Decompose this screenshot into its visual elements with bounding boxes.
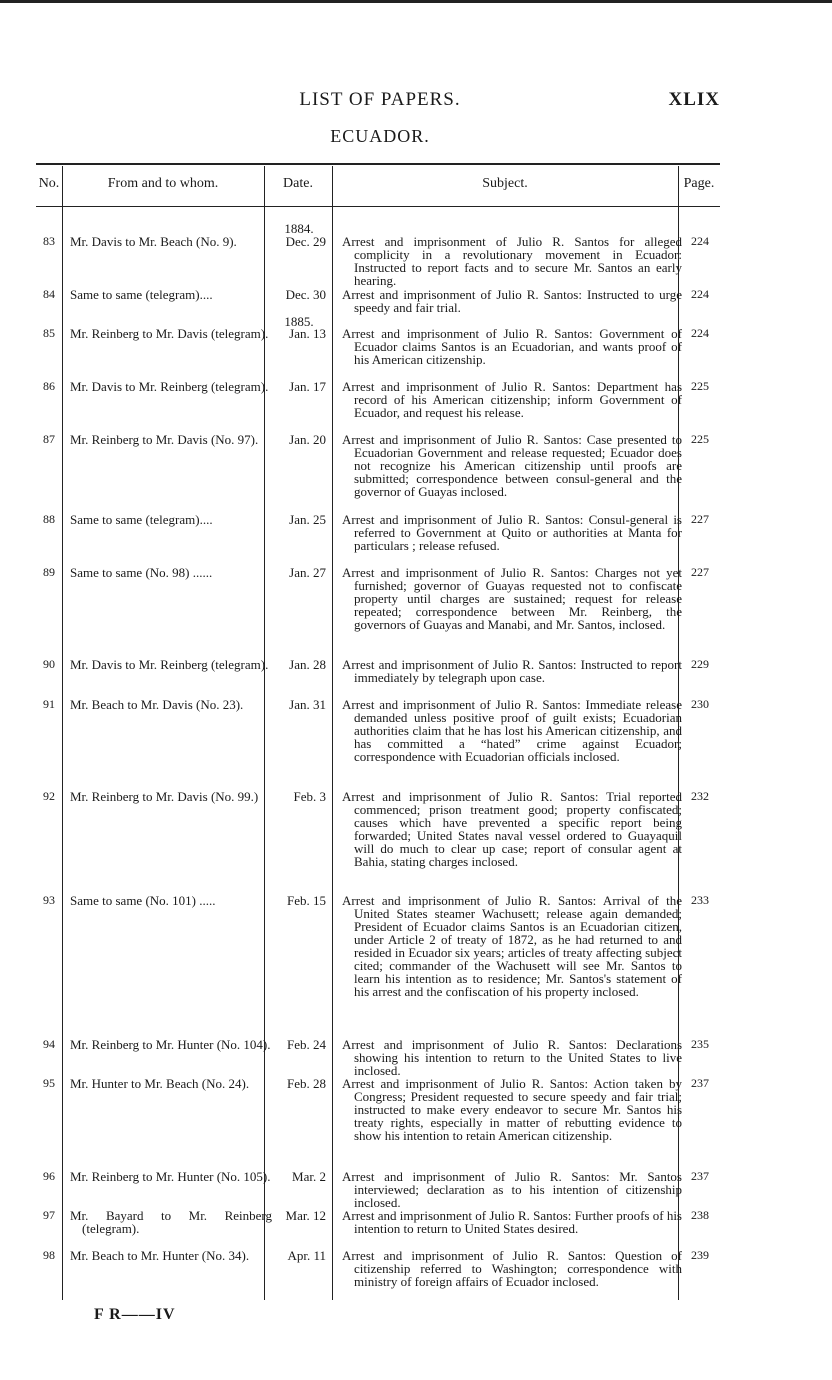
section-title: ECUADOR.	[330, 126, 430, 146]
row-page: 225	[691, 432, 709, 446]
row-subject: Arrest and imprisonment of Julio R. Santos: Case presented to Ecuadorian Government and release requested; Ecuador does not recognize his American citizenship until proofs are submitted; correspondence between consul-general and the governor of Guayas inclosed.	[342, 432, 682, 499]
row-page: 230	[691, 697, 709, 711]
row-page: 229	[691, 657, 709, 671]
row-subject: Arrest and imprisonment of Julio R. Santos: Trial reported commenced; prison treatment good; property confiscated; causes which have prevented a specific report being forwarded; United States naval vessel ordered to Guayaquil will do much to clear up case; report of consular agent at Bahia, stating charges inclosed.	[342, 789, 682, 869]
row-subject: Arrest and imprisonment of Julio R. Santos: Charges not yet furnished; governor of Guayas requested not to confiscate property until charges are sustained; request for release repeated; correspondence between Mr. Reinberg, the governors of Guayas and Manabi, and Mr. Santos, inclosed.	[342, 565, 682, 632]
row-date: Mar. 2	[292, 1169, 326, 1184]
year-label: 1884.	[284, 221, 314, 236]
row-date: Apr. 11	[287, 1248, 326, 1263]
row-from: Mr. Reinberg to Mr. Hunter (No. 104).	[70, 1037, 271, 1052]
row-page: 232	[691, 789, 709, 803]
column-divider	[332, 166, 333, 1300]
row-from: Mr. Beach to Mr. Davis (No. 23).	[70, 697, 244, 712]
row-number: 92	[43, 789, 55, 803]
page-number: XLIX	[668, 89, 720, 110]
row-from: Same to same (telegram)....	[70, 512, 213, 527]
row-date: Dec. 29	[285, 234, 326, 249]
row-from: Same to same (telegram)....	[70, 287, 213, 302]
row-date: Jan. 28	[289, 657, 326, 672]
row-page: 224	[691, 326, 709, 340]
row-number: 96	[43, 1169, 55, 1183]
row-from: Mr. Reinberg to Mr. Davis (No. 99.)	[70, 789, 259, 804]
column-header-page: Page.	[683, 176, 715, 191]
row-from: Same to same (No. 101) .....	[70, 893, 216, 908]
row-date: Feb. 15	[287, 893, 326, 908]
row-subject: Arrest and imprisonment of Julio R. Santos: Government of Ecuador claims Santos is an Ecuadorian, and wants proof of his American citizenship.	[342, 326, 682, 367]
column-header-no: No.	[38, 176, 60, 191]
row-number: 94	[43, 1037, 55, 1051]
row-from: Mr. Davis to Mr. Reinberg (telegram).	[70, 379, 269, 394]
row-date: Jan. 13	[289, 326, 326, 341]
column-header-date: Date.	[283, 176, 313, 191]
row-number: 86	[43, 379, 55, 393]
row-number: 87	[43, 432, 55, 446]
row-from: Mr. Reinberg to Mr. Hunter (No. 105).	[70, 1169, 271, 1184]
row-subject: Arrest and imprisonment of Julio R. Santos: Department has record of his American citizenship; inform Government of Ecuador, and request his release.	[342, 379, 682, 420]
row-subject: Arrest and imprisonment of Julio R. Santos: Further proofs of his intention to return to United States desired.	[342, 1208, 682, 1236]
row-subject: Arrest and imprisonment of Julio R. Santos: Declarations showing his intention to return to the United States to live inclosed.	[342, 1037, 682, 1078]
row-date: Feb. 3	[293, 789, 326, 804]
row-page: 225	[691, 379, 709, 393]
row-subject: Arrest and imprisonment of Julio R. Santos: Question of citizenship referred to Washington; correspondence with ministry of foreign affairs of Ecuador inclosed.	[342, 1248, 682, 1289]
row-date: Dec. 30	[285, 287, 326, 302]
signature-mark: F R——IV	[94, 1306, 176, 1323]
row-number: 95	[43, 1076, 55, 1090]
year-label: 1885.	[284, 314, 314, 329]
row-from: Mr. Davis to Mr. Beach (No. 9).	[70, 234, 237, 249]
row-from: Mr. Beach to Mr. Hunter (No. 34).	[70, 1248, 250, 1263]
row-page: 227	[691, 512, 709, 526]
row-number: 88	[43, 512, 55, 526]
row-date: Mar. 12	[285, 1208, 326, 1223]
row-number: 97	[43, 1208, 55, 1222]
row-date: Jan. 20	[289, 432, 326, 447]
row-date: Jan. 31	[289, 697, 326, 712]
row-subject: Arrest and imprisonment of Julio R. Santos: Action taken by Congress; President requested to secure speedy and fair trial; instructed to make every endeavor to secure Mr. Santos his treaty rights, especially in matter of rebutting evidence to show his intention to retain American citizenship.	[342, 1076, 682, 1143]
row-subject: Arrest and imprisonment of Julio R. Santos: Arrival of the United States steamer Wachusett; release again demanded; President of Ecuador claims Santos is an Ecuadorian citizen, under Article 2 of treaty of 1872, as he had returned to and resided in Ecuador six years; articles of treaty affecting subject cited; commander of the Wachusett will see Mr. Santos to learn his intention as to residence; Mr. Santos's statement of his arrest and the confiscation of his property inclosed.	[342, 893, 682, 999]
row-page: 237	[691, 1169, 709, 1183]
row-number: 98	[43, 1248, 55, 1262]
row-date: Jan. 25	[289, 512, 326, 527]
row-from: Mr. Bayard to Mr. Reinberg (telegram).	[70, 1208, 272, 1236]
column-divider	[62, 166, 63, 1300]
row-subject: Arrest and imprisonment of Julio R. Santos: Consul-general is referred to Government at Quito or authorities at Manta for particulars ; release refused.	[342, 512, 682, 553]
row-from: Mr. Reinberg to Mr. Davis (telegram).	[70, 326, 269, 341]
row-page: 233	[691, 893, 709, 907]
row-page: 237	[691, 1076, 709, 1090]
row-number: 83	[43, 234, 55, 248]
row-subject: Arrest and imprisonment of Julio R. Santos: Mr. Santos interviewed; declaration as to his intention of citizenship inclosed.	[342, 1169, 682, 1210]
column-header-from: From and to whom.	[107, 176, 219, 191]
row-subject: Arrest and imprisonment of Julio R. Santos: Immediate release demanded unless positive proof of guilt exists; Ecuadorian authorities claim that he has lost his American citizenship, and has committed a “hated” crime against Ecuador; correspondence with Ecuadorian officials inclosed.	[342, 697, 682, 764]
row-page: 224	[691, 287, 709, 301]
row-number: 84	[43, 287, 55, 301]
row-from: Mr. Davis to Mr. Reinberg (telegram).	[70, 657, 269, 672]
top-rule	[0, 0, 832, 3]
row-date: Feb. 24	[287, 1037, 326, 1052]
row-date: Feb. 28	[287, 1076, 326, 1091]
table-top-rule	[36, 163, 720, 165]
row-number: 93	[43, 893, 55, 907]
row-page: 224	[691, 234, 709, 248]
row-number: 90	[43, 657, 55, 671]
row-subject: Arrest and imprisonment of Julio R. Santos for alleged complicity in a revolutionary movement in Ecuador: Instructed to report facts and to secure Mr. Santos an early hearing.	[342, 234, 682, 288]
row-page: 238	[691, 1208, 709, 1222]
row-page: 239	[691, 1248, 709, 1262]
row-page: 235	[691, 1037, 709, 1051]
column-header-subject: Subject.	[482, 176, 528, 191]
row-subject: Arrest and imprisonment of Julio R. Santos: Instructed to urge speedy and fair trial.	[342, 287, 682, 315]
row-page: 227	[691, 565, 709, 579]
row-number: 91	[43, 697, 55, 711]
table-header-rule	[36, 206, 720, 207]
row-date: Jan. 27	[289, 565, 326, 580]
page-title: LIST OF PAPERS.	[299, 89, 461, 110]
row-date: Jan. 17	[289, 379, 326, 394]
row-subject: Arrest and imprisonment of Julio R. Santos: Instructed to report immediately by telegraph upon case.	[342, 657, 682, 685]
row-from: Mr. Hunter to Mr. Beach (No. 24).	[70, 1076, 250, 1091]
row-from: Same to same (No. 98) ......	[70, 565, 213, 580]
row-from: Mr. Reinberg to Mr. Davis (No. 97).	[70, 432, 259, 447]
row-number: 89	[43, 565, 55, 579]
row-number: 85	[43, 326, 55, 340]
